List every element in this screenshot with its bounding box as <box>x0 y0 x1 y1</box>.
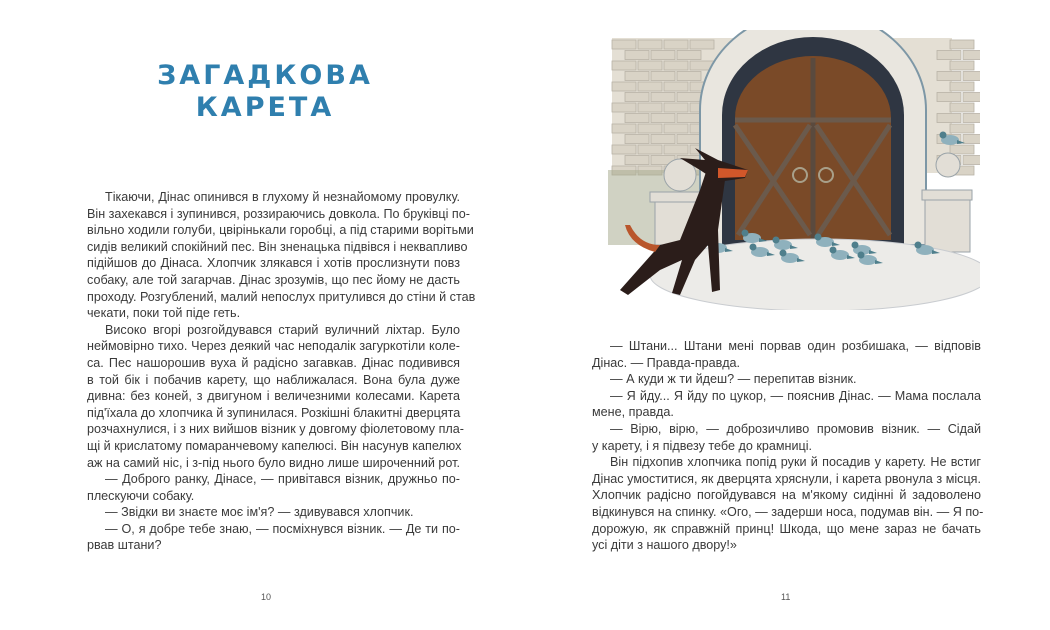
text-line: — А куди ж ти йдеш? — перепитав візник. <box>610 372 857 387</box>
left-body-text <box>87 189 476 554</box>
text-line: проходу. Розгублений, малий непослух притулився до стіни й став <box>87 289 476 304</box>
text-line: дорожую, як справжній принц! Шкода, що мене зараз не бачать <box>592 521 981 536</box>
text-line: усі діти з нашого двору!» <box>592 538 737 553</box>
text-line: підійшов до Дінаса. Хлопчик злякався і хотів прослизнути повз <box>87 256 460 271</box>
text-line: вільно ходили голуби, цвірінькали горобці, а під старими ворітьми <box>87 223 474 238</box>
text-line: під'їхала до хлопчика й зупинилася. Розкішні блакитні дверцята <box>87 405 461 420</box>
title-line: КАРЕТА <box>195 92 335 123</box>
text-line: Він підхопив хлопчика попід руки й посадив у карету. Не встиг <box>610 455 981 470</box>
text-line: чекати, поки той піде геть. <box>87 306 241 321</box>
text-line: щі й крислатому помаранчевому капелюсі. Він насунув капелюх <box>87 438 462 453</box>
text-line: у карету, і я підвезу тебе до крамниці. <box>592 438 812 453</box>
right-page <box>525 0 1050 630</box>
text-line: дивна: без коней, з двигуном і величезними колесами. Карета <box>87 389 460 404</box>
text-line: — Доброго ранку, Дінасе, — привітався візник, дружньо по- <box>105 472 460 487</box>
wooden-gate <box>735 56 891 240</box>
page-number: 11 <box>781 592 791 602</box>
text-line: Дінас. — Правда-правда. <box>592 355 741 370</box>
title-line: ЗАГАДКОВА <box>157 60 373 91</box>
text-line: в той бік і побачив карету, що наближалася. Вона була дуже <box>87 372 460 387</box>
text-line: — Штани... Штани мені порвав один розбишака, — відповів <box>610 339 981 353</box>
text-line: відкинувся на спинку. «Ого, — задерши носа, подумав він. — Я по- <box>592 504 984 519</box>
chapter-title <box>150 60 380 124</box>
text-line: плескуючи собаку. <box>87 488 195 503</box>
text-line: рвав штани? <box>87 538 162 553</box>
right-body-text <box>592 338 984 554</box>
text-line: Тікаючи, Дінас опинився в глухому й незнайомому провулку. <box>105 190 460 204</box>
text-line: сидів великий спокійний пес. Він зненацька підвівся і неквапливо <box>87 239 468 254</box>
text-line: аж на самий ніс, і з-під нього було видно лише широченний рот. <box>87 455 461 470</box>
text-line: — О, я добре тебе знаю, — посміхнувся візник. — Де ти по- <box>105 521 460 536</box>
text-line: мене, правда. <box>592 405 674 420</box>
text-line: неймовірно тихо. Через деякий час неподалік загуркотіли коле- <box>87 339 460 354</box>
page-number: 10 <box>261 592 272 602</box>
text-line: — Вірю, вірю, — доброзичливо промовив візник. — Сідай <box>610 421 981 436</box>
text-line: — Я йду... Я йду по цукор, — пояснив Дінас. — Мама послала <box>610 388 981 403</box>
text-line: собаку, але той загарчав. Дінас зрозумів, що пес йому не дасть <box>87 272 460 287</box>
text-line: — Звідки ви знаєте моє ім'я? — здивувався хлопчик. <box>105 505 414 520</box>
text-line: са. Пес нашорошив вуха й радісно загавкав. Дінас подивився <box>87 355 460 370</box>
illustration-dog-at-gate <box>600 30 980 310</box>
text-line: розчахнулися, і з них вийшов візник у довгому фіолетовому пла- <box>87 422 464 437</box>
text-line: Він захекався і зупинився, роззираючись довкола. По бруківці по- <box>87 206 470 221</box>
text-line: Дінас умоститися, як дверцята хряснули, і карета рвонула з місця. <box>592 471 981 486</box>
text-line: Хлопчик радісно погойдувався на м'якому сидінні й задоволено <box>592 488 981 503</box>
text-line: Високо вгорі розгойдувався старий вуличний ліхтар. Було <box>105 322 460 337</box>
